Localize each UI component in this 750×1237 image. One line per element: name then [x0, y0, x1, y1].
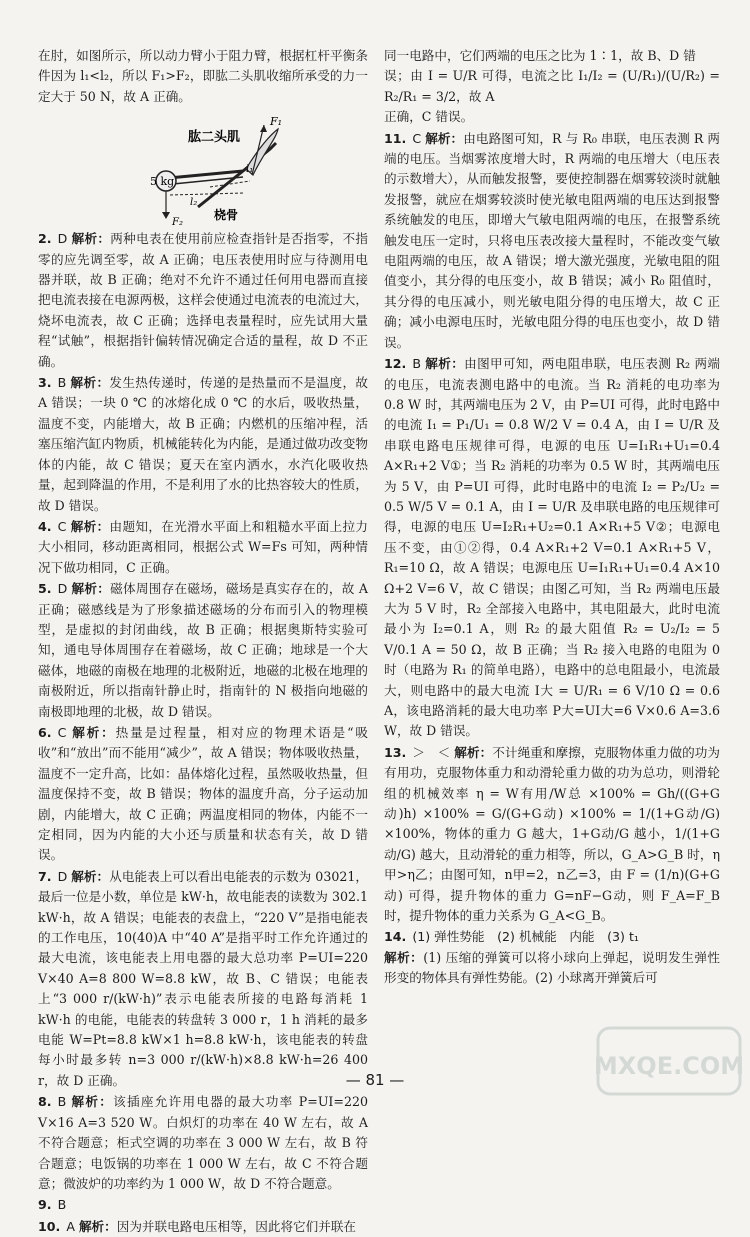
question-item: 10. A 解析：因为并联电路电压相等，因此将它们并联在: [38, 1218, 356, 1234]
arm-diagram: [38, 109, 368, 227]
page-number: — 81 —: [345, 1071, 405, 1089]
watermark-logo: [594, 1024, 744, 1098]
question-item: 12. B 解析：由图甲可知，两电阻串联，电压表测 R₂ 两端的电压，电流表测电路中的电流。当 R₂ 消耗的电功率为 0.8 W 时，其两端电压为 2 V，由 P=UI 可得，此时电路中的电流 I₁ = P₁/U₁ = 0.8 W/2 V = 0.4 A，由 I = U/R 及串联电路电压规律可得，电源的电压 U=I₁R₁+U₁=0.4 A×R₁+2 V①；当 R₂ 消耗的功率为 0.5 W 时，其两端电压为 5 V，由 P=UI 可得，此时电路中的电流 I₂ = P₂/U₂ = 0.5 W/5 V = 0.1 A，由 I = U/R 及串联电路的电压规律可得，电源的电压 U=I₂R₁+U₂=0.1 A×R₁+5 V②；电源电压不变，由①②得，0.4 A×R₁+2 V=0.1 A×R₁+5 V，R₁=10 Ω，故 A 错误；电源电压 U=I₁R₁+U₁=0.4 A×10 Ω+2 V=6 V，故 C 错误；由图乙可知，当 R₂ 两端电压最大为 5 V 时，R₂ 全部接入电路中，其电阻最大，此时电流最小为 I₂=0.1 A，则 R₂ 的最大阻值 R₂ = U₂/I₂ = 5 V/0.1 A = 50 Ω，故 B 正确；当 R₂ 接入电路的电阻为 0 时（电路为 R₁ 的简单电路），电路中的总电阻最小，电流最大，则电路中的最大电流 I大 = U/R₁ = 6 V/10 Ω = 0.6 A，该电路消耗的最大电功率 P大=UI大=6 V×0.6 A=3.6 W，故 D 错误。: [384, 356, 720, 739]
question-item: 4. C 解析：由题知，在光滑水平面上和粗糙水平面上拉力大小相同，移动距离相同，根据公式 W=Fs 可知，两种情况下做功相同，C 正确。: [38, 518, 369, 575]
q10-tail-line2: 误；由 I = U/R 可得，电流之比 I₁/I₂ = (U/R₁)/(U/R₂) = R₂/R₁ = 3/2，故 A: [384, 68, 720, 104]
left-column: [38, 46, 368, 1237]
q14-analysis: 解析：(1) 压缩的弹簧可以将小球向上弹起，说明发生弹性形变的物体具有弹性势能。(2) 小球离开弹簧后可: [384, 949, 721, 986]
question-item: 6. C 解析：热量是过程量，相对应的物理术语是“吸收”和“放出”而不能用“减少”，故 A 错误；物体吸收热量，温度不一定升高，比如：晶体熔化过程，虽然吸收热量，但温度保持不变，故 B 错误；物体的温度升高，分子运动加剧，内能增大，故 C 正确；两温度相同的物体，内能不一定相同，因为内能的大小还与质量和状态有关，故 D 错误。: [38, 724, 368, 863]
q1-analysis-tail: 在肘，如图所示，所以动力臂小于阻力臂，根据杠杆平衡条件因为 l₁<l₂，所以 F₁>F₂，即肱二头肌收缩所承受的力一定大于 50 N，故 A 正确。: [38, 48, 368, 104]
question-item: 13. ＞ ＜ 解析：不计绳重和摩擦，克服物体重力做的功为有用功，克服物体重力和动滑轮重力做的功为总功，则滑轮组的机械效率 η = W有用/W总 ×100% = Gh/((G+G动)h) ×100% = G/(G+G动) ×100% = 1/(1+G动/G) ×100%，物体的重力 G 越大，1+G动/G 越小，1/(1+G动/G) 越大，且动滑轮的重力相等，所以，G_A>G_B 时，η甲>η乙；由图可知，n甲=2，n乙=3，由 F = (1/n)(G+G动) 可得，提升物体的重力 G=nF−G动，则 F_A=F_B 时，提升物体的重力关系为 G_A<G_B。: [384, 744, 720, 924]
right-column: [384, 46, 720, 989]
question-item: 5. D 解析：磁体周围存在磁场，磁场是真实存在的，故 A 正确；磁感线是为了形象描述磁场的分布而引入的物理模型，是虚拟的封闭曲线，故 B 正确；根据奥斯特实验可知，通电导体周围存在着磁场，故 C 正确；地球是一个大磁体，地磁的南极在地理的北极附近，地磁的北极在地理的南极附近，所以指南针静止时，指南针的 N 极指向地磁的南极即地理的北极，故 D 错误。: [38, 581, 368, 719]
lever-arm-figure: [38, 109, 368, 227]
question-item: 3. B 解析：发生热传递时，传递的是热量而不是温度，故 A 错误；一块 0 ℃ 的冰熔化成 0 ℃ 的水后，吸收热量，温度不变，内能增大，故 B 正确；内燃机的压缩冲程，活塞压缩汽缸内物质，机械能转化为内能，是通过做功改变物体的内能，故 C 错误；夏天在室内洒水，水汽化吸收热量，起到降温的作用，不是利用了水的比热容较大的性质，故 D 错误。: [38, 375, 369, 513]
question-item: 7. D 解析：从电能表上可以看出电能表的示数为 03021，最后一位是小数，单位是 kW·h，故电能表的读数为 302.1 kW·h，故 A 错误；电能表的表盘上，“220 V”是指电能表的工作电压，10(40)A 中“40 A”是指平时工作允许通过的最大电流，该电能表上用电器的最大总功率 P=UI=220 V×40 A=8 800 W=8.8 kW，故 B、C 错误；电能表上“3 000 r/(kW·h)”表示电能表所接的电路每消耗 1 kW·h 的电能，电能表的转盘转 3 000 r，1 h 消耗的最多电能 W=Pt=8.8 kW×1 h=8.8 kW·h，该电能表的转盘每小时最多转 n=3 000 r/(kW·h)×8.8 kW·h=26 400 r，故 D 正确。: [38, 868, 369, 1088]
watermark-text: MXQE.COM: [594, 1052, 744, 1080]
l2-label: l₂: [190, 197, 198, 209]
f2-label: F₂: [172, 217, 183, 228]
bone-label: 桡骨: [214, 208, 239, 223]
q10-tail-line1: 同一电路中，它们两端的电压之比为 1∶1，故 B、D 错: [384, 48, 696, 63]
question-item: 2. D 解析：两种电表在使用前应检查指针是否指零，不指零的应先调至零，故 A 正确；电压表使用时应与待测用电器并联，故 B 正确；绝对不允许不通过任何用电器而直接把电流表接在电源两极，这样会使通过电流表的电流过大，烧坏电流表，故 C 正确；选择电表量程时，应先试用大量程“试触”，根据指针偏转情况确定合适的量程，故 D 不正确。: [38, 231, 369, 369]
question-item: 9. B: [38, 1197, 67, 1213]
weight-label: 5 kg: [150, 175, 175, 189]
question-item: 11. C 解析：由电路图可知，R 与 R₀ 串联，电压表测 R 两端的电压。当烟雾浓度增大时，R 两端的电压增大（电压表的示数增大），从而触发报警，要使控制器在烟雾较淡时就触发报警，就应在烟雾较淡时使光敏电阻两端的电压达到报警系统触发的电压，即增大气敏电阻两端的电压，在报警系统触发电压一定时，只将电压表改接大量程时，不能改变气敏电阻两端的电压，故 A 错误；增大激光强度，光敏电阻的阻值变小，其分得的电压变小，故 B 错误；减小 R₀ 阻值时，其分得的电压减小，则光敏电阻分得的电压增大，故 C 正确；减小电源电压时，光敏电阻分得的电压也变小，故 D 错误。: [384, 130, 721, 350]
l1-label: l₁: [246, 164, 254, 176]
q10-tail-line3: 正确，C 错误。: [384, 109, 474, 125]
question-item: 8. B 解析：该插座允许用电器的最大功率 P=UI=220 V×16 A=3 520 W。白炽灯的功率在 40 W 左右，故 A 不符合题意；柜式空调的功率在 3 000 W 左右，故 B 符合题意；电饭锅的功率在 1 000 W 左右，故 C 不符合题意；微波炉的功率约为 1 000 W，故 D 不符合题意。: [38, 1094, 369, 1191]
question-item: 14. (1) 弹性势能 (2) 机械能 内能 (3) t₁: [384, 929, 639, 945]
muscle-label: 肱二头肌: [188, 130, 241, 146]
f1-label: F₁: [270, 115, 283, 129]
